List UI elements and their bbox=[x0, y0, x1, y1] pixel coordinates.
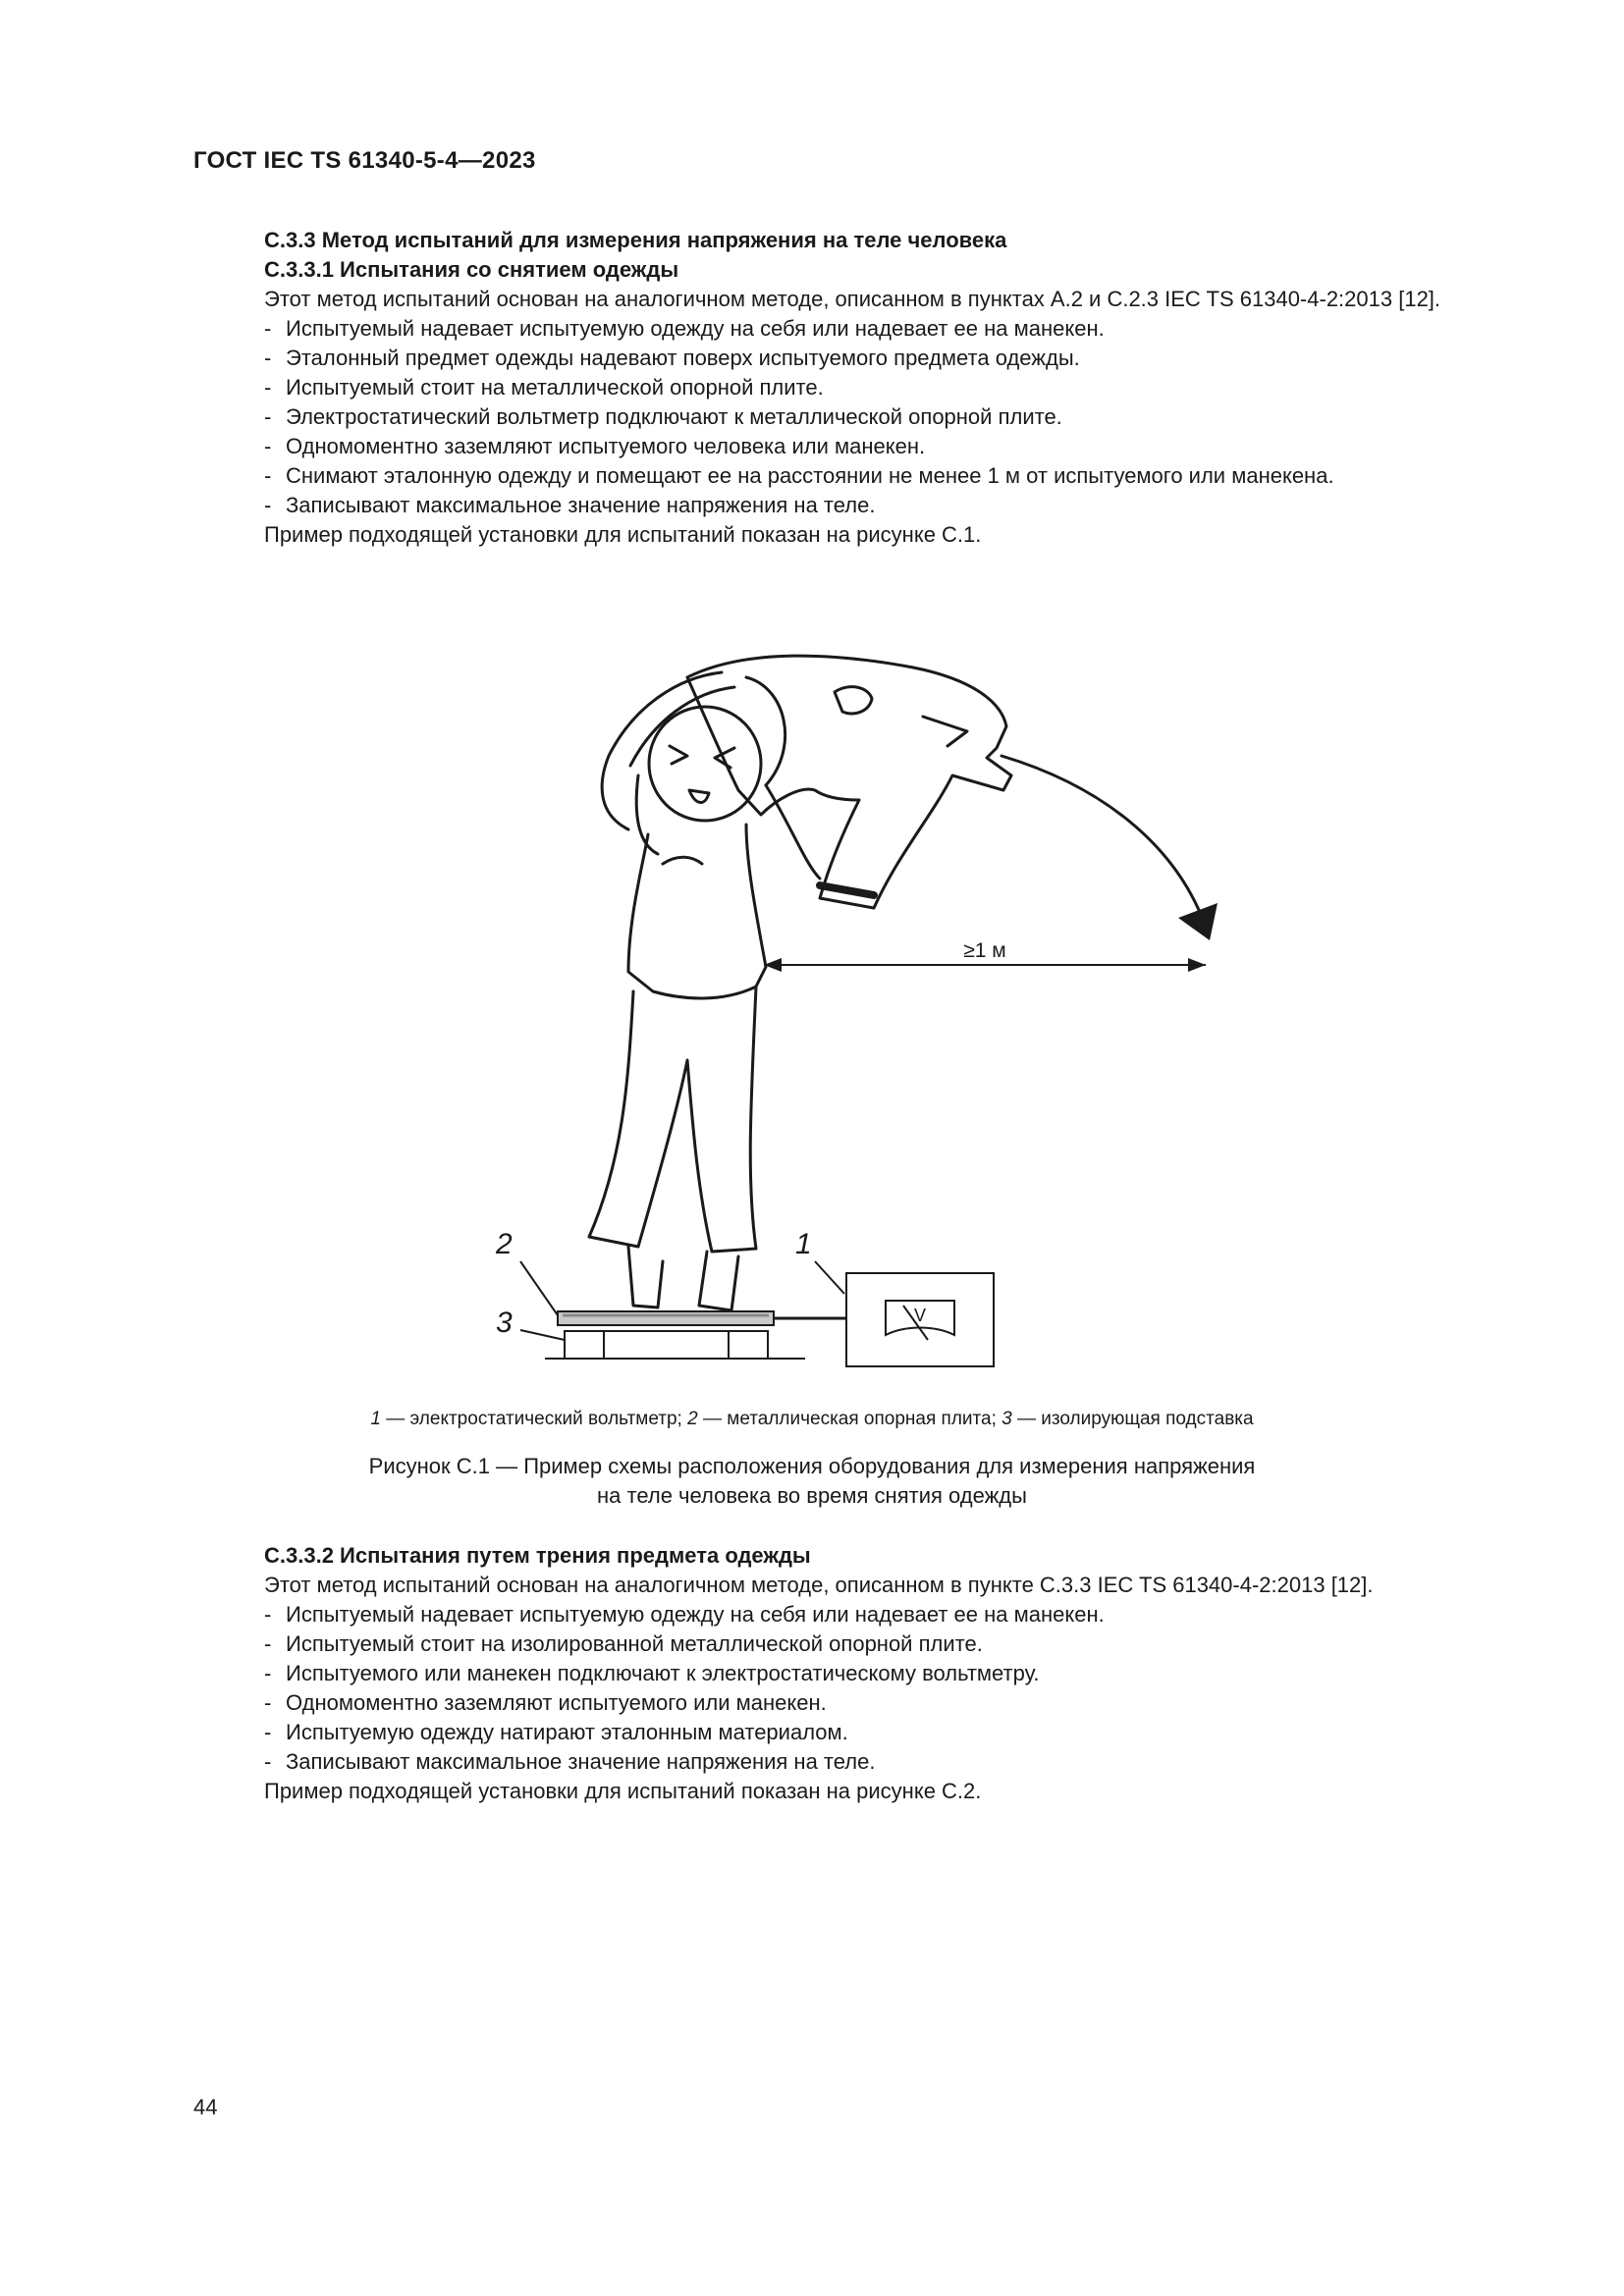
closing-paragraph: Пример подходящей установки для испытаний показан на рисунке С.2. bbox=[264, 1779, 982, 1803]
list-item: - Испытуемый стоит на изолированной металлической опорной плите. bbox=[264, 1631, 983, 1656]
list-item: - Испытуемый надевает испытуемую одежду на себя или надевает ее на манекен. bbox=[264, 1602, 1105, 1627]
meter-symbol: V bbox=[913, 1306, 927, 1325]
metal-support-plate bbox=[558, 1311, 774, 1325]
person-legs bbox=[589, 987, 756, 1252]
list-item: - Испытуемую одежду натирают эталонным материалом. bbox=[264, 1720, 848, 1744]
list-item: - Испытуемый стоит на металлической опорной плите. bbox=[264, 375, 824, 400]
list-item: - Записывают максимальное значение напряжения на теле. bbox=[264, 493, 876, 517]
subsection-heading: С.3.3.1 Испытания со снятием одежды bbox=[264, 257, 679, 282]
leader-line-1 bbox=[815, 1261, 844, 1294]
list-item: - Испытуемый надевает испытуемую одежду на себя или надевает ее на манекен. bbox=[264, 316, 1105, 341]
list-item: - Снимают эталонную одежду и помещают ее на расстоянии не менее 1 м от испытуемого или манекена. bbox=[264, 463, 1334, 488]
page-number: 44 bbox=[193, 2095, 218, 2119]
section-heading: С.3.3 Метод испытаний для измерения напряжения на теле человека bbox=[264, 228, 1007, 252]
distance-label: ≥1 м bbox=[963, 939, 1006, 962]
intro-paragraph: Этот метод испытаний основан на аналогичном методе, описанном в пункте С.3.3 IEC TS 61340-4-2:2013 [12]. bbox=[264, 1573, 1374, 1597]
person-torso bbox=[628, 825, 766, 998]
callout-1: 1 bbox=[795, 1228, 812, 1260]
list-item: - Испытуемого или манекен подключают к электростатическому вольтметру. bbox=[264, 1661, 1040, 1685]
sweater-drawing bbox=[687, 656, 1011, 908]
list-item: - Эталонный предмет одежды надевают поверх испытуемого предмета одежды. bbox=[264, 346, 1080, 370]
list-item: - Одномоментно заземляют испытуемого или манекен. bbox=[264, 1690, 827, 1715]
person-head bbox=[649, 707, 761, 821]
arrow-right-icon bbox=[1188, 958, 1206, 972]
section-c3332 bbox=[193, 1541, 1526, 1806]
closing-paragraph: Пример подходящей установки для испытаний показан на рисунке С.1. bbox=[264, 522, 982, 547]
figure-caption: Рисунок С.1 — Пример схемы расположения оборудования для измерения напряжения на теле человека во время снятия одежды bbox=[368, 1454, 1256, 1508]
intro-paragraph: Этот метод испытаний основан на аналогичном методе, описанном в пунктах А.2 и С.2.3 IEC TS 61340-4-2:2013 [12]. bbox=[264, 287, 1441, 311]
leader-line-2 bbox=[520, 1261, 558, 1315]
document-code: ГОСТ IEC TS 61340-5-4—2023 bbox=[193, 147, 536, 174]
list-item: - Одномоментно заземляют испытуемого человека или манекен. bbox=[264, 434, 926, 458]
insulating-stand-leg bbox=[729, 1331, 768, 1359]
callout-3: 3 bbox=[496, 1307, 513, 1339]
arrow-left-icon bbox=[764, 958, 782, 972]
figure-legend: 1 — электростатический вольтметр; 2 — металлическая опорная плита; 3 — изолирующая подставка bbox=[370, 1409, 1254, 1429]
insulating-stand-leg bbox=[565, 1331, 604, 1359]
list-item: - Электростатический вольтметр подключают к металлической опорной плите. bbox=[264, 404, 1062, 429]
subsection-heading: С.3.3.2 Испытания путем трения предмета одежды bbox=[264, 1543, 811, 1568]
list-item: - Записывают максимальное значение напряжения на теле. bbox=[264, 1749, 876, 1774]
callout-2: 2 bbox=[496, 1228, 513, 1260]
leader-line-3 bbox=[520, 1330, 565, 1340]
throw-arrow bbox=[1001, 756, 1208, 933]
